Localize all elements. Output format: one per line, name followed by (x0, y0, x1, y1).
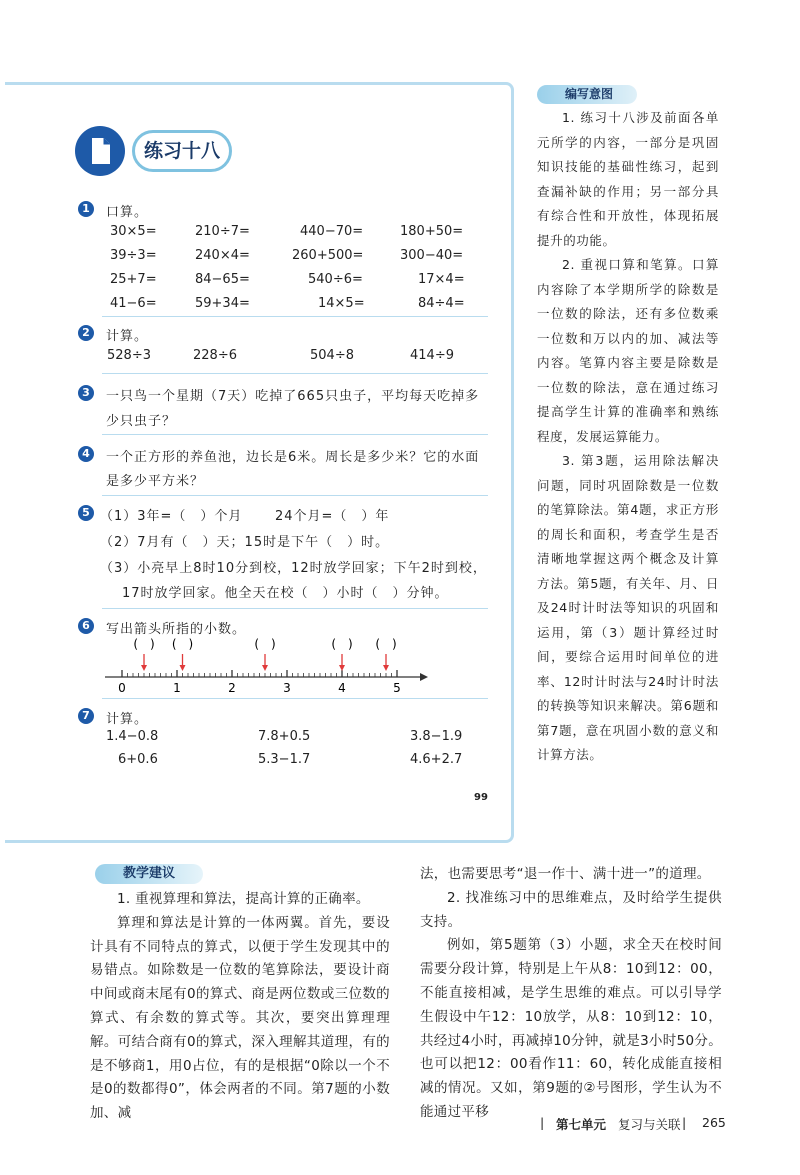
footer-separator: | (540, 1115, 545, 1130)
q7-cell: 4.6+2.7 (410, 752, 463, 767)
divider (102, 373, 488, 374)
answer-blank: ( ) (133, 637, 155, 651)
question-number-4: 4 (78, 446, 94, 462)
q5-text: （2）7月有（ ）天；15时是下午（ ）时。 (100, 535, 390, 550)
q7-cell: 1.4−0.8 (106, 729, 159, 744)
teaching-paragraph: 2. 找准练习中的思维难点，及时给学生提供支持。 (420, 889, 722, 930)
sidebar-text (537, 106, 719, 768)
q5-text: 24个月=（ ）年 (275, 509, 390, 524)
red-arrowhead (262, 665, 268, 671)
teaching-paragraph: 例如，第5题第（3）小题，求全天在校时间需要分段计算，特别是上午从8：10到12：00，不能直接相减，是学生思维的难点。可以引导学生假设中午12：10放学，从8：10到12：10，共经过4小时，再减掉10分钟，就是3小时50分。也可以把12：00看作11：60，转化成能直接相减的情况。又如，第9题的②号图形，学生认为不能通过平移 (420, 937, 722, 1120)
q4-text: 一个正方形的养鱼池，边长是6米。周长是多少米？它的水面 (106, 450, 480, 465)
q1-cell: 300−40= (400, 248, 464, 263)
red-arrowhead (141, 665, 147, 671)
teaching-paragraph: 法，也需要思考“退一作十、满十进一”的道理。 (420, 866, 711, 882)
answer-blank: ( ) (254, 637, 276, 651)
q7-cell: 7.8+0.5 (258, 729, 311, 744)
q1-cell: 59+34= (195, 296, 250, 311)
q2-item: 504÷8 (310, 348, 354, 363)
q1-cell: 240×4= (195, 248, 250, 263)
q1-cell: 30×5= (110, 224, 157, 239)
question-number-7: 7 (78, 708, 94, 724)
tick-label: 0 (118, 681, 126, 694)
q1-cell: 84−65= (195, 272, 250, 287)
q1-cell: 260+500= (292, 248, 364, 263)
q1-cell: 14×5= (318, 296, 365, 311)
question-number-5: 5 (78, 505, 94, 521)
q1-cell: 39÷3= (110, 248, 157, 263)
teaching-paragraph: 1. 重视算理和算法，提高计算的正确率。 (117, 891, 370, 907)
footer-unit: 第七单元 (556, 1117, 607, 1132)
q1-cell: 440−70= (300, 224, 364, 239)
sidebar-paragraph: 2. 重视口算和笔算。口算内容除了本学期所学的除数是一位数的除法，还有多位数乘一位数和万以内的加、减法等内容。笔算内容主要是除数是一位数的除法，意在通过练习提高学生计算的准确率和熟练程度，发展运算能力。 (537, 257, 719, 444)
teaching-right-column (420, 863, 722, 1125)
tick-label: 3 (283, 681, 291, 694)
tick-label: 2 (228, 681, 236, 694)
red-arrowhead (339, 665, 345, 671)
sidebar-heading: 编写意图 (537, 85, 637, 104)
q3-text: 少只虫子？ (106, 414, 177, 429)
q5-text: 17时放学回家。他全天在校（ ）小时（ ）分钟。 (122, 586, 449, 601)
q2-prompt: 计算。 (106, 329, 149, 344)
q1-cell: 540÷6= (308, 272, 363, 287)
red-arrowhead (180, 665, 186, 671)
sidebar-paragraph: 1. 练习十八涉及前面各单元所学的内容，一部分是巩固知识技能的基础性练习，起到查漏补缺的作用；另一部分具有综合性和开放性，体现拓展提升的功能。 (537, 110, 719, 248)
q5-text: （3）小亮早上8时10分到校，12时放学回家；下午2时到校， (100, 561, 487, 576)
teaching-heading: 教学建议 (95, 864, 203, 884)
q2-item: 414÷9 (410, 348, 454, 363)
q5-text: （1）3年=（ ）个月 (100, 509, 243, 524)
q1-cell: 210÷7= (195, 224, 250, 239)
question-number-1: 1 (78, 201, 94, 217)
answer-blank: ( ) (375, 637, 397, 651)
q7-cell: 3.8−1.9 (410, 729, 463, 744)
q7-cell: 6+0.6 (118, 752, 158, 767)
q1-cell: 17×4= (418, 272, 465, 287)
page-number: 99 (474, 792, 488, 803)
divider (102, 698, 488, 699)
q7-prompt: 计算。 (106, 712, 149, 727)
number-line (100, 632, 440, 694)
q4-text: 是多少平方米？ (106, 474, 205, 489)
q3-text: 一只鸟一个星期（7天）吃掉了665只虫子，平均每天吃掉多 (106, 389, 480, 404)
q2-item: 228÷6 (193, 348, 237, 363)
q1-cell: 180+50= (400, 224, 464, 239)
footer-page: 265 (702, 1115, 726, 1130)
tick-label: 4 (338, 681, 346, 694)
q2-item: 528÷3 (107, 348, 151, 363)
q1-cell: 41−6= (110, 296, 157, 311)
q6-prompt: 写出箭头所指的小数。 (106, 622, 247, 637)
divider (102, 434, 488, 435)
divider (102, 608, 488, 609)
question-number-2: 2 (78, 325, 94, 341)
footer-separator: | (682, 1115, 687, 1130)
exercise-title: 练习十八 (132, 130, 232, 172)
tick-label: 1 (173, 681, 181, 694)
exercise-badge (75, 126, 125, 176)
divider (102, 316, 488, 317)
number-line-arrowhead (420, 673, 428, 681)
question-number-6: 6 (78, 618, 94, 634)
answer-blank: ( ) (171, 637, 194, 651)
q7-cell: 5.3−1.7 (258, 752, 311, 767)
teaching-paragraph: 算理和算法是计算的一体两翼。首先，要设计具有不同特点的算式，以便于学生发现其中的易错点。如除数是一位数的笔算除法，要设计商中间或商末尾有0的算式、商是两位数或三位数的算式、有余数的算式等。其次，要突出算理理解。可结合商有0的算式，深入理解其道理，有的是不够商1，用0占位，有的是根据“0除以一个不是0的数都得0”，体会两者的不同。第7题的小数加、减 (90, 914, 390, 1122)
red-arrowhead (383, 665, 389, 671)
q1-cell: 84÷4= (418, 296, 465, 311)
tick-label: 5 (393, 681, 401, 694)
footer-section: 复习与关联 (618, 1117, 681, 1132)
answer-blank: ( ) (331, 637, 353, 651)
question-number-3: 3 (78, 385, 94, 401)
sidebar-paragraph: 3. 第3题，运用除法解决问题，同时巩固除数是一位数的笔算除法。第4题，求正方形的周长和面积，考查学生是否清晰地掌握这两个概念及计算方法。第5题，有关年、月、日及24时计时法等知识的巩固和运用，第（3）题计算经过时间，要综合运用时间单位的进率、12时计时法与24时计时法的转换等知识来解决。第6题和第7题，意在巩固小数的意义和计算方法。 (537, 453, 719, 762)
document-icon (75, 126, 125, 176)
divider (102, 495, 488, 496)
q1-prompt: 口算。 (106, 205, 149, 220)
q1-cell: 25+7= (110, 272, 157, 287)
teaching-left-column (90, 888, 390, 1126)
